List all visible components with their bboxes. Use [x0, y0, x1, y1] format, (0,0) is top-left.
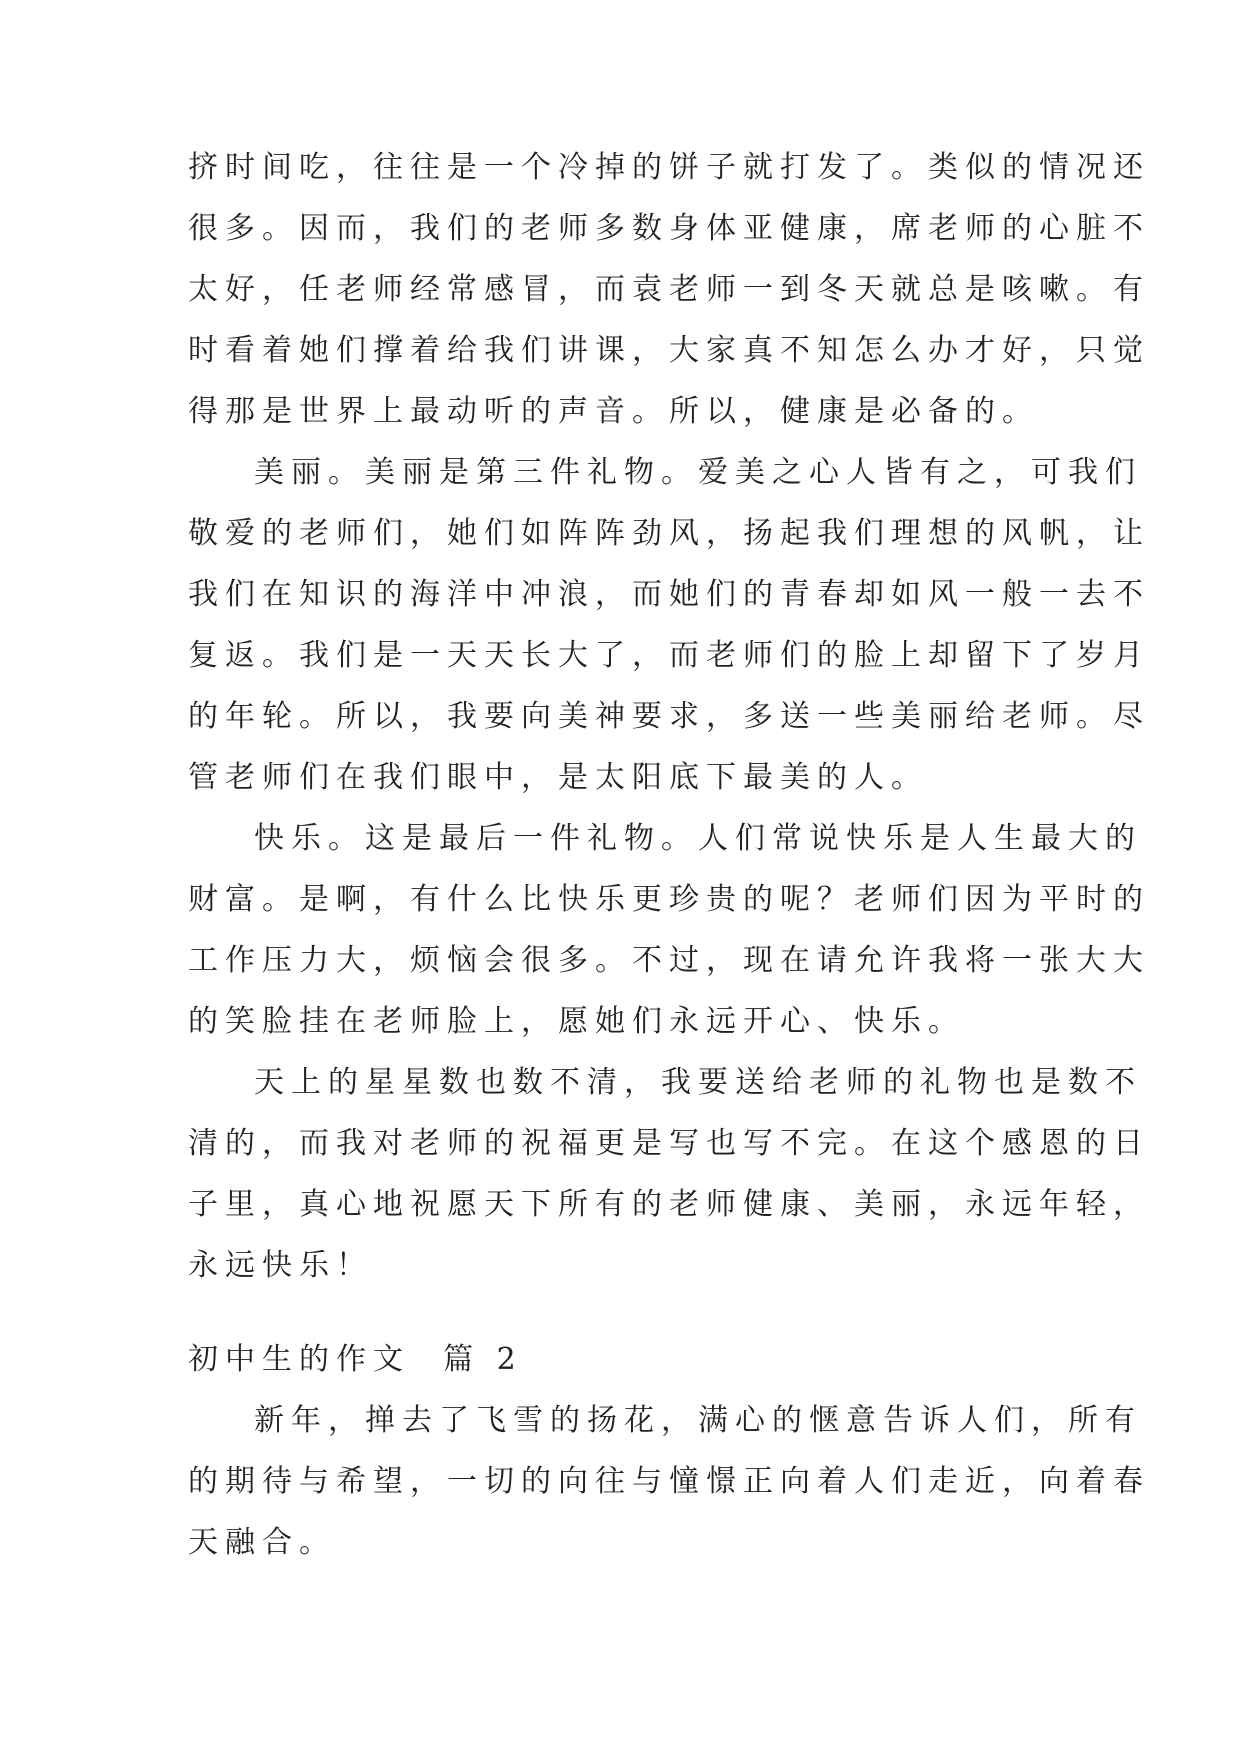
- paragraph-2-line-1: 美丽。美丽是第三件礼物。爱美之心人皆有之，可我们: [254, 455, 1142, 490]
- section-paragraph-line-1: 新年，掸去了飞雪的扬花，满心的惬意告诉人们，所有: [254, 1403, 1142, 1438]
- paragraph-2-line-5: 的年轮。所以，我要向美神要求，多送一些美丽给老师。尽: [188, 699, 1150, 734]
- paragraph-1-line-3: 太好，任老师经常感冒，而袁老师一到冬天就总是咳嗽。有: [188, 272, 1150, 307]
- paragraph-4-line-3: 子里，真心地祝愿天下所有的老师健康、美丽，永远年轻，: [188, 1187, 1150, 1222]
- paragraph-2-line-2: 敬爱的老师们，她们如阵阵劲风，扬起我们理想的风帆，让: [188, 516, 1150, 551]
- paragraph-3-line-1: 快乐。这是最后一件礼物。人们常说快乐是人生最大的: [254, 821, 1142, 856]
- section-paragraph-line-3: 天融合。: [188, 1525, 336, 1560]
- paragraph-4-line-4: 永远快乐！: [188, 1248, 373, 1283]
- paragraph-1-line-2: 很多。因而，我们的老师多数身体亚健康，席老师的心脏不: [188, 211, 1150, 246]
- paragraph-1-line-5: 得那是世界上最动听的声音。所以，健康是必备的。: [188, 394, 1039, 429]
- paragraph-3-line-4: 的笑脸挂在老师脸上，愿她们永远开心、快乐。: [188, 1004, 965, 1039]
- paragraph-3-line-3: 工作压力大，烦恼会很多。不过，现在请允许我将一张大大: [188, 943, 1150, 978]
- paragraph-2-line-6: 管老师们在我们眼中，是太阳底下最美的人。: [188, 760, 928, 795]
- paragraph-1-line-4: 时看着她们撑着给我们讲课，大家真不知怎么办才好，只觉: [188, 333, 1150, 368]
- paragraph-2-line-3: 我们在知识的海洋中冲浪，而她们的青春却如风一般一去不: [188, 577, 1150, 612]
- paragraph-1-line-1: 挤时间吃，往往是一个冷掉的饼子就打发了。类似的情况还: [188, 150, 1150, 185]
- paragraph-4-line-2: 清的，而我对老师的祝福更是写也写不完。在这个感恩的日: [188, 1126, 1150, 1161]
- section-title: 初中生的作文 篇 2: [188, 1342, 523, 1377]
- paragraph-4-line-1: 天上的星星数也数不清，我要送给老师的礼物也是数不: [254, 1065, 1142, 1100]
- section-paragraph-line-2: 的期待与希望，一切的向往与憧憬正向着人们走近，向着春: [188, 1464, 1150, 1499]
- paragraph-3-line-2: 财富。是啊，有什么比快乐更珍贵的呢？老师们因为平时的: [188, 882, 1150, 917]
- paragraph-2-line-4: 复返。我们是一天天长大了，而老师们的脸上却留下了岁月: [188, 638, 1150, 673]
